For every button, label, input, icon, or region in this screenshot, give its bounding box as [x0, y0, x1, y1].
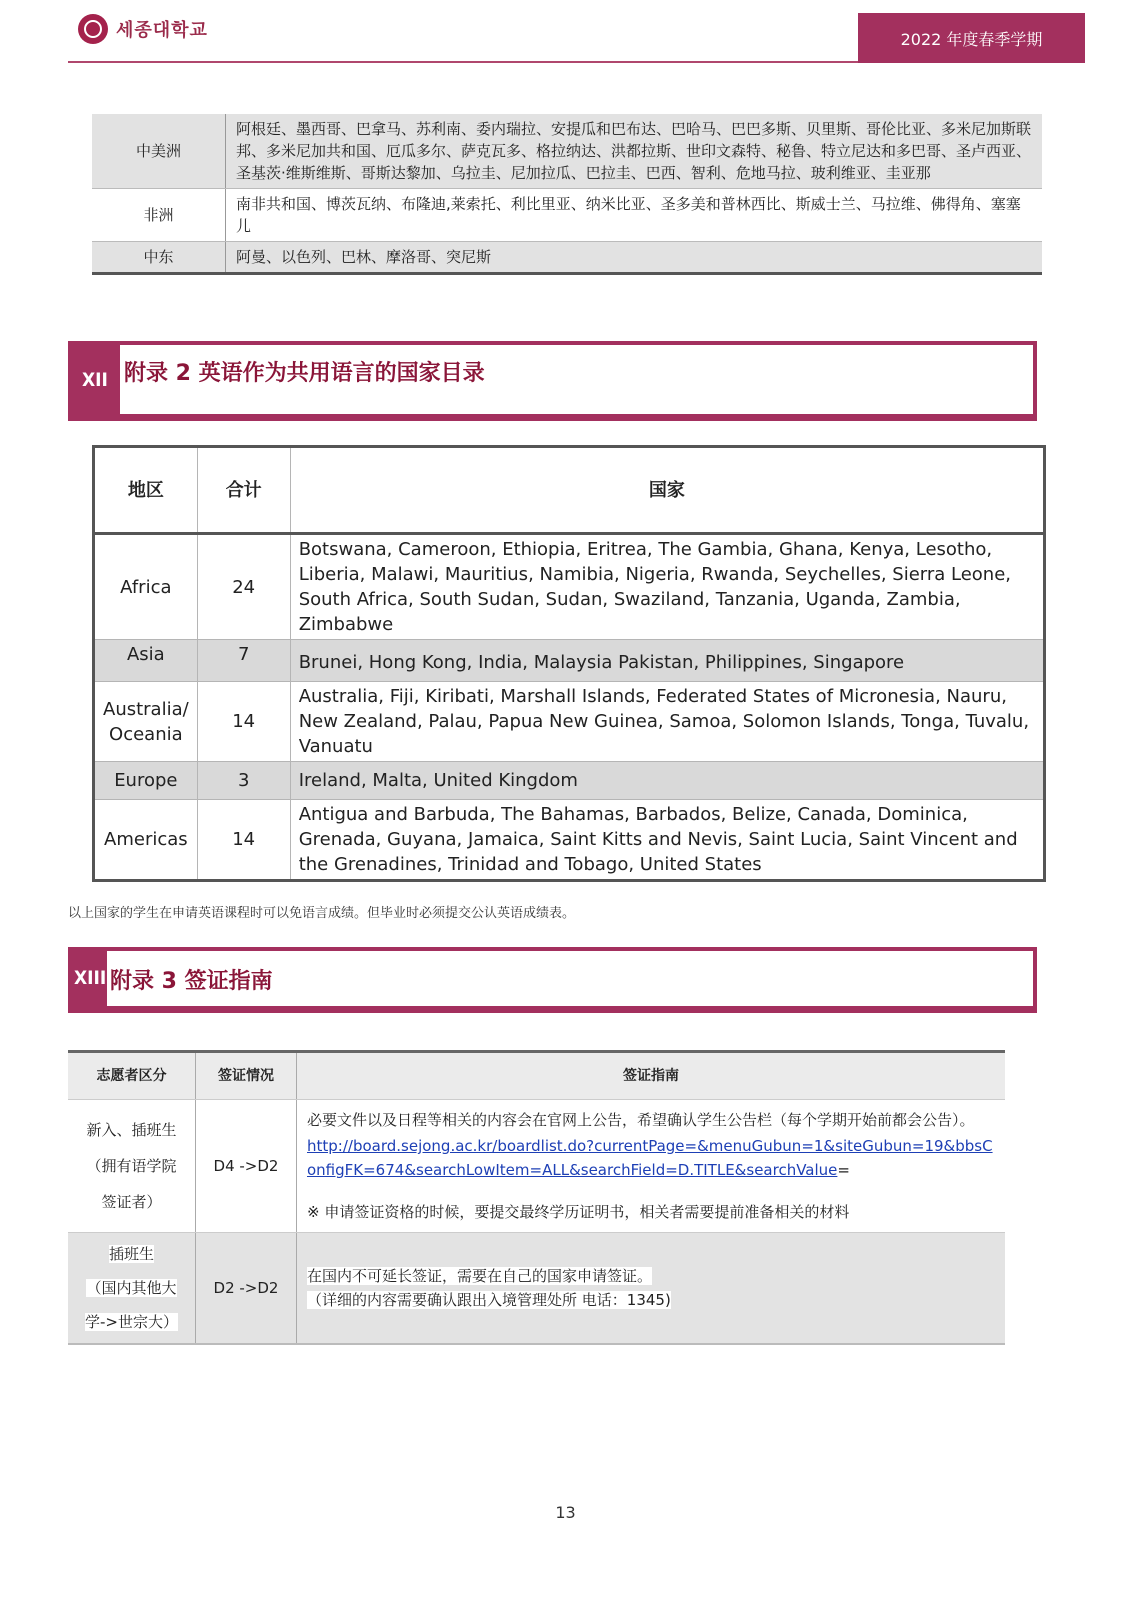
table-row	[68, 1100, 1005, 1233]
row-countries: Antigua and Barbuda, The Bahamas, Barbados, Belize, Canada, Dominica, Grenada, Guyana, Jamaica, Saint Kitts and Nevis, Saint Lucia, Saint Vincent and the Grenadines, Trinidad and Tobago, United States	[290, 800, 1044, 881]
table-row	[94, 640, 1045, 682]
region-country-table	[92, 114, 1042, 275]
link-suffix: =	[837, 1161, 850, 1179]
section-banner-appendix-2	[68, 341, 1037, 421]
table-row	[94, 800, 1045, 881]
header-guide: 签证指南	[297, 1052, 1006, 1100]
applicant-cell	[68, 1100, 196, 1233]
row-countries: Botswana, Cameroon, Ethiopia, Eritrea, The Gambia, Ghana, Kenya, Lesotho, Liberia, Malawi, Mauritius, Namibia, Nigeria, Rwanda, Seychelles, Sierra Leone, South Africa, South Sudan, Sudan, Swaziland, Tanzania, Uganda, Zambia, Zimbabwe	[290, 534, 1044, 640]
section-number: XIII	[74, 967, 107, 989]
row-countries: Brunei, Hong Kong, India, Malaysia Pakistan, Philippines, Singapore	[290, 640, 1044, 682]
row-region: Americas	[94, 800, 198, 881]
guide-footnote: ※ 申请签证资格的时候，要提交最终学历证明书，相关者需要提前准备相关的材料	[307, 1203, 850, 1221]
row-total: 14	[197, 800, 290, 881]
university-seal-icon	[78, 14, 108, 44]
guide-cell	[297, 1100, 1006, 1233]
table-footnote: 以上国家的学生在申请英语课程时可以免语言成绩。但毕业时必须提交公认英语成绩表。	[68, 906, 576, 921]
table-header-row	[68, 1052, 1005, 1100]
table-row	[94, 534, 1045, 640]
region-name: 中东	[92, 242, 226, 274]
table-row	[92, 114, 1042, 189]
table-row	[68, 1233, 1005, 1345]
applicant-line: 签证者）	[101, 1193, 162, 1211]
applicant-line: （国内其他大	[86, 1279, 177, 1297]
section-title: 附录 3 签证指南	[110, 969, 273, 994]
applicant-cell	[68, 1233, 196, 1345]
row-total: 14	[197, 682, 290, 762]
section-number: XII	[82, 369, 108, 391]
guide-text: 在国内不可延长签证，需要在自己的国家申请签证。	[307, 1267, 653, 1285]
visa-guide-table	[68, 1050, 1005, 1345]
table-header-row	[94, 447, 1045, 534]
header-total: 合计	[197, 447, 290, 534]
english-countries-table	[92, 445, 1046, 882]
header-divider	[68, 61, 858, 63]
term-label: 2022 年度春季学期	[858, 13, 1085, 63]
region-name: 非洲	[92, 189, 226, 242]
region-countries: 阿根廷、墨西哥、巴拿马、苏利南、委内瑞拉、安提瓜和巴布达、巴哈马、巴巴多斯、贝里斯、哥伦比亚、多米尼加斯联邦、多米尼加共和国、厄瓜多尔、萨克瓦多、格拉纳达、洪都拉斯、世印文森特、秘鲁、特立尼达和多巴哥、圣卢西亚、圣基茨·维斯维斯、哥斯达黎加、乌拉圭、尼加拉瓜、巴拉圭、巴西、智利、危地马拉、玻利维亚、圭亚那	[226, 114, 1043, 189]
university-logo	[78, 14, 208, 44]
header-visa: 签证情况	[196, 1052, 297, 1100]
guide-text: 必要文件以及日程等相关的内容会在官网上公告，希望确认学生公告栏（每个学期开始前都会公告）。	[307, 1111, 975, 1129]
guide-cell	[297, 1233, 1006, 1345]
row-region: Asia	[94, 640, 198, 682]
visa-status: D2 ->D2	[196, 1233, 297, 1345]
applicant-line: 新入、插班生	[86, 1121, 177, 1139]
header-applicant: 志愿者区分	[68, 1052, 196, 1100]
header-countries: 国家	[290, 447, 1044, 534]
applicant-line: 学->世宗大）	[85, 1313, 178, 1331]
table-row	[92, 242, 1042, 274]
row-total: 3	[197, 762, 290, 800]
row-countries: Australia, Fiji, Kiribati, Marshall Islands, Federated States of Micronesia, Nauru, New Zealand, Palau, Papua New Guinea, Samoa, Solomon Islands, Tonga, Tuvalu, Vanuatu	[290, 682, 1044, 762]
applicant-line: 插班生	[108, 1245, 154, 1263]
page-number: 13	[555, 1503, 576, 1522]
row-total: 7	[197, 640, 290, 682]
table-row	[92, 189, 1042, 242]
guide-text: （详细的内容需要确认跟出入境管理处所 电话：1345)	[307, 1291, 671, 1309]
row-region: Europe	[94, 762, 198, 800]
university-name: 세종대학교	[116, 20, 208, 41]
visa-status: D4 ->D2	[196, 1100, 297, 1233]
section-banner-appendix-3	[68, 947, 1037, 1013]
row-countries: Ireland, Malta, United Kingdom	[290, 762, 1044, 800]
row-total: 24	[197, 534, 290, 640]
row-region: Australia/ Oceania	[94, 682, 198, 762]
section-title: 附录 2 英语作为共用语言的国家目录	[124, 361, 485, 386]
applicant-line: （拥有语学院	[86, 1157, 177, 1175]
table-row	[94, 682, 1045, 762]
header-region: 地区	[94, 447, 198, 534]
notice-board-link[interactable]: http://board.sejong.ac.kr/boardlist.do?currentPage=&menuGubun=1&siteGubun=19&bbsConfigFK=674&searchLowItem=ALL&searchField=D.TITLE&searchValue	[307, 1137, 993, 1179]
table-row	[94, 762, 1045, 800]
region-name: 中美洲	[92, 114, 226, 189]
region-countries: 南非共和国、博茨瓦纳、布隆迪,莱索托、利比里亚、纳米比亚、圣多美和普林西比、斯威士兰、马拉维、佛得角、塞塞儿	[226, 189, 1043, 242]
row-region: Africa	[94, 534, 198, 640]
region-countries: 阿曼、以色列、巴林、摩洛哥、突尼斯	[226, 242, 1043, 274]
